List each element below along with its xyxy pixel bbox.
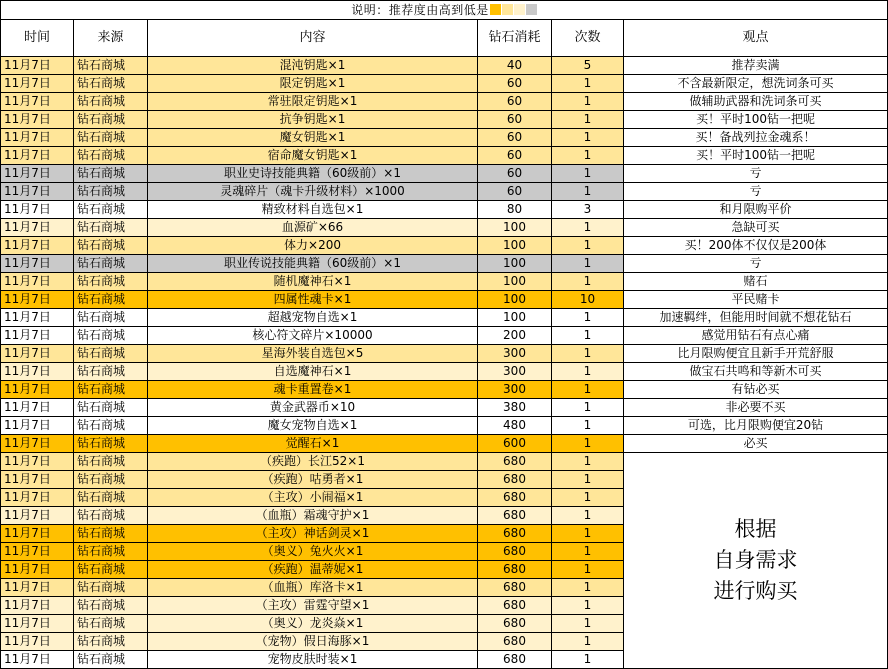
- cell-view: 买！备战列拉金魂系！: [624, 129, 888, 147]
- cell-cost: 300: [478, 363, 552, 381]
- cell-source: 钻石商城: [74, 255, 148, 273]
- cell-source: 钻石商城: [74, 93, 148, 111]
- cell-time: 11月7日: [1, 417, 74, 435]
- cell-cost: 680: [478, 651, 552, 669]
- cell-source: 钻石商城: [74, 651, 148, 669]
- cell-cost: 60: [478, 183, 552, 201]
- cell-time: 11月7日: [1, 633, 74, 651]
- cell-cost: 60: [478, 129, 552, 147]
- table-row: [1, 417, 888, 435]
- cell-count: 1: [552, 75, 624, 93]
- cell-view: 买！平时100钻一把呢: [624, 111, 888, 129]
- table-row: [1, 363, 888, 381]
- cell-time: 11月7日: [1, 201, 74, 219]
- header-view: 观点: [624, 20, 888, 57]
- cell-content: （疾跑）咕勇者×1: [148, 471, 478, 489]
- cell-count: 1: [552, 651, 624, 669]
- cell-source: 钻石商城: [74, 435, 148, 453]
- cell-cost: 680: [478, 471, 552, 489]
- cell-time: 11月7日: [1, 93, 74, 111]
- cell-count: 1: [552, 273, 624, 291]
- cell-cost: 680: [478, 633, 552, 651]
- cell-view: 可选，比月限购便宜20钻: [624, 417, 888, 435]
- legend-swatch-1: [490, 4, 501, 15]
- header-time: 时间: [1, 20, 74, 57]
- table-row: [1, 219, 888, 237]
- cell-view: 亏: [624, 165, 888, 183]
- cell-source: 钻石商城: [74, 363, 148, 381]
- merged-view-line1: 根据: [734, 517, 777, 541]
- cell-time: 11月7日: [1, 75, 74, 93]
- legend-swatch-3: [514, 4, 525, 15]
- cell-content: 灵魂碎片（魂卡升级材料）×1000: [148, 183, 478, 201]
- cell-content: （主攻）雷霆守望×1: [148, 597, 478, 615]
- cell-cost: 680: [478, 597, 552, 615]
- cell-view: 加速羁绊，但能用时间就不想花钻石: [624, 309, 888, 327]
- cell-source: 钻石商城: [74, 417, 148, 435]
- cell-time: 11月7日: [1, 327, 74, 345]
- cell-content: 宿命魔女钥匙×1: [148, 147, 478, 165]
- cell-cost: 60: [478, 111, 552, 129]
- cell-cost: 680: [478, 615, 552, 633]
- cell-source: 钻石商城: [74, 543, 148, 561]
- cell-view: 做宝石共鸣和等新木可买: [624, 363, 888, 381]
- cell-content: 职业传说技能典籍（60级前）×1: [148, 255, 478, 273]
- cell-count: 1: [552, 525, 624, 543]
- cell-content: 星海外装自选包×5: [148, 345, 478, 363]
- cell-source: 钻石商城: [74, 471, 148, 489]
- cell-time: 11月7日: [1, 219, 74, 237]
- cell-content: （奥义）龙炎焱×1: [148, 615, 478, 633]
- cell-cost: 680: [478, 489, 552, 507]
- cell-source: 钻石商城: [74, 525, 148, 543]
- cell-cost: 60: [478, 75, 552, 93]
- cell-content: 核心符文碎片×10000: [148, 327, 478, 345]
- cell-cost: 680: [478, 525, 552, 543]
- header-row: [1, 20, 888, 57]
- table-row: [1, 201, 888, 219]
- cell-time: 11月7日: [1, 471, 74, 489]
- cell-cost: 300: [478, 381, 552, 399]
- cell-content: 职业史诗技能典籍（60级前）×1: [148, 165, 478, 183]
- cell-view: 感觉用钻石有点心痛: [624, 327, 888, 345]
- cell-count: 1: [552, 543, 624, 561]
- cell-count: 1: [552, 471, 624, 489]
- cell-content: 魔女宠物自选×1: [148, 417, 478, 435]
- cell-view: 买！200体不仅仅是200体: [624, 237, 888, 255]
- header-source: 来源: [74, 20, 148, 57]
- cell-source: 钻石商城: [74, 291, 148, 309]
- cell-content: 抗争钥匙×1: [148, 111, 478, 129]
- cell-source: 钻石商城: [74, 129, 148, 147]
- cell-count: 5: [552, 57, 624, 75]
- cell-count: 1: [552, 111, 624, 129]
- cell-cost: 600: [478, 435, 552, 453]
- cell-count: 1: [552, 93, 624, 111]
- table-row: [1, 93, 888, 111]
- cell-count: 1: [552, 363, 624, 381]
- cell-count: 1: [552, 561, 624, 579]
- cell-count: 1: [552, 147, 624, 165]
- table-row: [1, 57, 888, 75]
- cell-count: 1: [552, 129, 624, 147]
- cell-source: 钻石商城: [74, 345, 148, 363]
- cell-view: 推荐卖满: [624, 57, 888, 75]
- cell-time: 11月7日: [1, 273, 74, 291]
- cell-content: （奥义）兔火火×1: [148, 543, 478, 561]
- cell-content: （疾跑）长江52×1: [148, 453, 478, 471]
- cell-source: 钻石商城: [74, 147, 148, 165]
- cell-time: 11月7日: [1, 237, 74, 255]
- cell-view: 买！平时100钻一把呢: [624, 147, 888, 165]
- cell-content: （主攻）小闹福×1: [148, 489, 478, 507]
- cell-source: 钻石商城: [74, 381, 148, 399]
- cell-count: 1: [552, 183, 624, 201]
- legend-row: [1, 1, 888, 20]
- table-row: [1, 381, 888, 399]
- cell-view: 亏: [624, 183, 888, 201]
- cell-source: 钻石商城: [74, 201, 148, 219]
- table-row: [1, 129, 888, 147]
- cell-time: 11月7日: [1, 345, 74, 363]
- cell-count: 1: [552, 165, 624, 183]
- cell-time: 11月7日: [1, 309, 74, 327]
- cell-source: 钻石商城: [74, 273, 148, 291]
- cell-content: 限定钥匙×1: [148, 75, 478, 93]
- cell-source: 钻石商城: [74, 237, 148, 255]
- cell-view: 有钻必买: [624, 381, 888, 399]
- cell-source: 钻石商城: [74, 399, 148, 417]
- table-row: [1, 273, 888, 291]
- cell-time: 11月7日: [1, 543, 74, 561]
- header-cost: 钻石消耗: [478, 20, 552, 57]
- cell-time: 11月7日: [1, 363, 74, 381]
- cell-cost: 200: [478, 327, 552, 345]
- cell-content: 血源矿×66: [148, 219, 478, 237]
- table-row: [1, 147, 888, 165]
- cell-content: 随机魔神石×1: [148, 273, 478, 291]
- cell-cost: 100: [478, 237, 552, 255]
- cell-count: 1: [552, 597, 624, 615]
- header-count: 次数: [552, 20, 624, 57]
- cell-content: 魂卡重置卷×1: [148, 381, 478, 399]
- header-content: 内容: [148, 20, 478, 57]
- cell-cost: 100: [478, 219, 552, 237]
- table-row: [1, 309, 888, 327]
- table-row: [1, 255, 888, 273]
- cell-time: 11月7日: [1, 291, 74, 309]
- merged-view-line3: 进行购买: [713, 579, 798, 603]
- legend-cell: [1, 1, 888, 20]
- cell-content: 超越宠物自选×1: [148, 309, 478, 327]
- cell-count: 1: [552, 309, 624, 327]
- cell-count: 1: [552, 399, 624, 417]
- cell-source: 钻石商城: [74, 183, 148, 201]
- cell-source: 钻石商城: [74, 453, 148, 471]
- table-row: [1, 111, 888, 129]
- cell-source: 钻石商城: [74, 633, 148, 651]
- table-row: [1, 183, 888, 201]
- cell-cost: 60: [478, 147, 552, 165]
- cell-time: 11月7日: [1, 597, 74, 615]
- table-row: [1, 435, 888, 453]
- cell-time: 11月7日: [1, 435, 74, 453]
- cell-view: 和月限购平价: [624, 201, 888, 219]
- cell-time: 11月7日: [1, 453, 74, 471]
- cell-source: 钻石商城: [74, 561, 148, 579]
- cell-time: 11月7日: [1, 651, 74, 669]
- cell-count: 1: [552, 579, 624, 597]
- cell-count: 1: [552, 453, 624, 471]
- cell-cost: 100: [478, 273, 552, 291]
- cell-source: 钻石商城: [74, 57, 148, 75]
- cell-cost: 680: [478, 453, 552, 471]
- cell-cost: 680: [478, 543, 552, 561]
- cell-time: 11月7日: [1, 183, 74, 201]
- cell-content: （宠物）假日海豚×1: [148, 633, 478, 651]
- cell-count: 1: [552, 255, 624, 273]
- cell-count: 1: [552, 237, 624, 255]
- legend-text: 说明：推荐度由高到低是: [351, 3, 489, 17]
- cell-count: 1: [552, 489, 624, 507]
- cell-cost: 100: [478, 291, 552, 309]
- cell-content: 魔女钥匙×1: [148, 129, 478, 147]
- legend-swatch-4: [526, 4, 537, 15]
- cell-content: 觉醒石×1: [148, 435, 478, 453]
- table-row: [1, 165, 888, 183]
- cell-count: 1: [552, 435, 624, 453]
- cell-time: 11月7日: [1, 615, 74, 633]
- cell-content: （血瓶）霜魂守护×1: [148, 507, 478, 525]
- cell-cost: 100: [478, 255, 552, 273]
- cell-source: 钻石商城: [74, 309, 148, 327]
- cell-source: 钻石商城: [74, 111, 148, 129]
- cell-content: 体力×200: [148, 237, 478, 255]
- table-row: [1, 75, 888, 93]
- cell-count: 3: [552, 201, 624, 219]
- cell-count: 1: [552, 381, 624, 399]
- cell-time: 11月7日: [1, 147, 74, 165]
- cell-view: 急缺可买: [624, 219, 888, 237]
- cell-view: 做辅助武器和洗词条可买: [624, 93, 888, 111]
- cell-cost: 680: [478, 507, 552, 525]
- cell-time: 11月7日: [1, 507, 74, 525]
- cell-source: 钻石商城: [74, 219, 148, 237]
- cell-count: 10: [552, 291, 624, 309]
- cell-content: 自选魔神石×1: [148, 363, 478, 381]
- cell-view: 不含最新限定，想洗词条可买: [624, 75, 888, 93]
- cell-cost: 60: [478, 93, 552, 111]
- cell-source: 钻石商城: [74, 327, 148, 345]
- cell-source: 钻石商城: [74, 597, 148, 615]
- cell-time: 11月7日: [1, 489, 74, 507]
- cell-source: 钻石商城: [74, 615, 148, 633]
- cell-count: 1: [552, 633, 624, 651]
- cell-content: 四属性魂卡×1: [148, 291, 478, 309]
- cell-view: 亏: [624, 255, 888, 273]
- table-row: [1, 453, 888, 471]
- cell-source: 钻石商城: [74, 75, 148, 93]
- cell-content: 混沌钥匙×1: [148, 57, 478, 75]
- cell-view: 平民赌卡: [624, 291, 888, 309]
- cell-cost: 680: [478, 579, 552, 597]
- merged-view-line2: 自身需求: [713, 548, 798, 572]
- cell-view: 比月限购便宜且新手开荒舒服: [624, 345, 888, 363]
- cell-time: 11月7日: [1, 381, 74, 399]
- cell-content: 精致材料自选包×1: [148, 201, 478, 219]
- cell-cost: 680: [478, 561, 552, 579]
- legend-swatch-2: [502, 4, 513, 15]
- cell-cost: 60: [478, 165, 552, 183]
- cell-content: （血瓶）库洛卡×1: [148, 579, 478, 597]
- cell-cost: 380: [478, 399, 552, 417]
- cell-time: 11月7日: [1, 129, 74, 147]
- cell-view: 必买: [624, 435, 888, 453]
- cell-source: 钻石商城: [74, 507, 148, 525]
- cell-content: 宠物皮肤时装×1: [148, 651, 478, 669]
- table-row: [1, 327, 888, 345]
- cell-count: 1: [552, 345, 624, 363]
- cell-time: 11月7日: [1, 111, 74, 129]
- table-row: [1, 399, 888, 417]
- cell-time: 11月7日: [1, 255, 74, 273]
- cell-cost: 40: [478, 57, 552, 75]
- cell-count: 1: [552, 417, 624, 435]
- cell-content: 黄金武器币×10: [148, 399, 478, 417]
- cell-content: 常驻限定钥匙×1: [148, 93, 478, 111]
- cell-source: 钻石商城: [74, 579, 148, 597]
- table-row: [1, 345, 888, 363]
- cell-count: 1: [552, 615, 624, 633]
- cell-time: 11月7日: [1, 561, 74, 579]
- cell-cost: 80: [478, 201, 552, 219]
- cell-time: 11月7日: [1, 165, 74, 183]
- cell-time: 11月7日: [1, 579, 74, 597]
- cell-content: （疾跑）温蒂妮×1: [148, 561, 478, 579]
- table-row: [1, 291, 888, 309]
- cell-cost: 480: [478, 417, 552, 435]
- cell-time: 11月7日: [1, 525, 74, 543]
- cell-time: 11月7日: [1, 399, 74, 417]
- merged-view-cell: [624, 453, 888, 669]
- cell-content: （主攻）神话剑灵×1: [148, 525, 478, 543]
- cell-cost: 100: [478, 309, 552, 327]
- cell-count: 1: [552, 219, 624, 237]
- cell-view: 非必要不买: [624, 399, 888, 417]
- cell-source: 钻石商城: [74, 165, 148, 183]
- cell-time: 11月7日: [1, 57, 74, 75]
- cell-cost: 300: [478, 345, 552, 363]
- cell-count: 1: [552, 507, 624, 525]
- cell-source: 钻石商城: [74, 489, 148, 507]
- cell-count: 1: [552, 327, 624, 345]
- table-row: [1, 237, 888, 255]
- cell-view: 赌石: [624, 273, 888, 291]
